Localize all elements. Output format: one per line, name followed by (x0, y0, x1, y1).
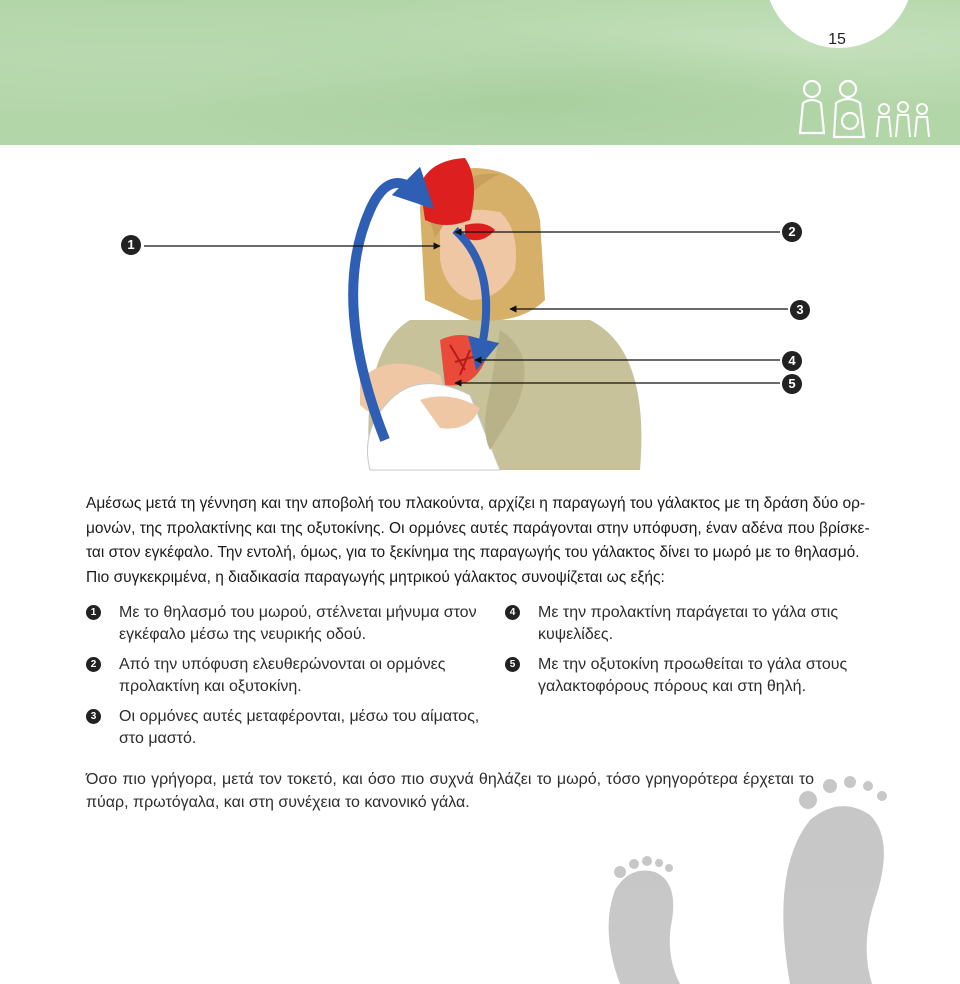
step-text: Με την οξυτοκίνη προωθείται το γάλα στους γαλακτοφόρους πόρους και στη θηλή. (538, 656, 848, 695)
steps-column-left (86, 602, 486, 758)
diagram-marker-4: 4 (782, 351, 802, 371)
breastfeeding-illustration (120, 150, 840, 480)
footprint-left (609, 870, 680, 984)
step-text: Οι ορμόνες αυτές μεταφέρονται, μέσω του αίματος, στο μαστό. (119, 708, 480, 747)
step-text: Με την προλακτίνη παράγεται το γάλα στις κυψελίδες. (538, 604, 839, 643)
footprint-right (783, 806, 884, 984)
mother-icon (800, 81, 824, 133)
mother-figure (360, 158, 641, 470)
intro-line: ται στον εγκέφαλο. Την εντολή, όμως, για το ξεκίνημα της παραγωγής του γάλακτος δίνει το μωρό με το θηλασμό. (86, 544, 860, 561)
closing-paragraph: Όσο πιο γρήγορα, μετά τον τοκετό, και όσο πιο συχνά θηλάζει το μωρό, τόσο γρηγορότερα έρχεται το πύαρ, πρωτόγαλα, και στη συνέχεια το κανονικό γάλα. (86, 771, 814, 811)
children-icon (877, 102, 929, 137)
step-item (86, 602, 486, 646)
step-item (505, 602, 865, 646)
intro-paragraph (86, 492, 876, 590)
step-text: Με το θηλασμό του μωρού, στέλνεται μήνυμα στον εγκέφαλο μέσω της νευρικής οδού. (119, 604, 477, 643)
diagram-marker-1: 1 (121, 235, 141, 255)
step-item (505, 654, 865, 698)
step-number: 4 (505, 605, 520, 620)
page-number: 15 (828, 31, 846, 48)
diagram-marker-5: 5 (782, 374, 802, 394)
baby-footprints-decoration (560, 760, 960, 984)
diagram-marker-2: 2 (782, 222, 802, 242)
intro-line: Πιο συγκεκριμένα, η διαδικασία παραγωγής μητρικού γάλακτος συνοψίζεται ως εξής: (86, 568, 665, 586)
step-number: 3 (86, 709, 101, 724)
family-icons (790, 75, 940, 145)
diagram-marker-3: 3 (790, 300, 810, 320)
step-number: 5 (505, 657, 520, 672)
pregnant-woman-icon (834, 81, 864, 137)
step-number: 1 (86, 605, 101, 620)
step-number: 2 (86, 657, 101, 672)
step-item (86, 706, 486, 750)
intro-line: Αμέσως μετά τη γέννηση και την αποβολή του πλακούντα, αρχίζει η παραγωγή του γάλακτος με τη δράση δύο ορ- (86, 495, 866, 512)
steps-column-right (505, 602, 865, 706)
step-item (86, 654, 486, 698)
step-text: Από την υπόφυση ελευθερώνονται οι ορμόνες προλακτίνη και οξυτοκίνη. (119, 656, 446, 695)
intro-line: μονών, της προλακτίνης και της οξυτοκίνης. Οι ορμόνες αυτές παράγονται στην υπόφυση, έναν αδένα που βρίσκε- (86, 519, 870, 537)
